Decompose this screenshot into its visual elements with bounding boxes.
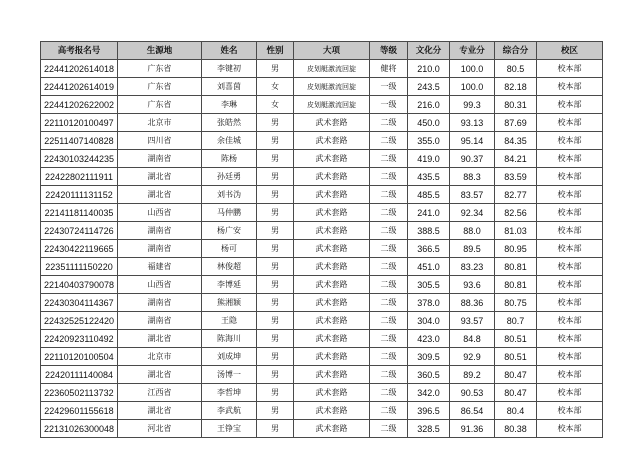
cell-exam-id: 22420111131152 — [41, 186, 118, 204]
cell-origin: 湖南省 — [118, 312, 202, 330]
cell-campus: 校本部 — [537, 114, 603, 132]
cell-event: 武术套路 — [294, 222, 370, 240]
cell-total-score: 80.7 — [495, 312, 537, 330]
cell-total-score: 80.47 — [495, 384, 537, 402]
cell-culture-score: 360.5 — [408, 366, 450, 384]
cell-culture-score: 216.0 — [408, 96, 450, 114]
cell-name: 张皓然 — [202, 114, 257, 132]
cell-name: 李琳 — [202, 96, 257, 114]
cell-exam-id: 22429601155618 — [41, 402, 118, 420]
cell-event: 武术套路 — [294, 168, 370, 186]
cell-total-score: 82.56 — [495, 204, 537, 222]
cell-exam-id: 22351111150220 — [41, 258, 118, 276]
cell-gender: 男 — [257, 330, 294, 348]
header-major-score: 专业分 — [450, 42, 495, 60]
cell-total-score: 80.4 — [495, 402, 537, 420]
cell-exam-id: 22420923110492 — [41, 330, 118, 348]
cell-origin: 湖北省 — [118, 186, 202, 204]
cell-campus: 校本部 — [537, 402, 603, 420]
cell-name: 王隐 — [202, 312, 257, 330]
cell-exam-id: 22110120100504 — [41, 348, 118, 366]
cell-origin: 广东省 — [118, 96, 202, 114]
cell-event: 武术套路 — [294, 366, 370, 384]
cell-level: 一级 — [370, 96, 408, 114]
cell-campus: 校本部 — [537, 60, 603, 78]
cell-level: 二级 — [370, 168, 408, 186]
cell-total-score: 80.75 — [495, 294, 537, 312]
cell-culture-score: 241.0 — [408, 204, 450, 222]
cell-event: 武术套路 — [294, 330, 370, 348]
cell-major-score: 83.23 — [450, 258, 495, 276]
cell-total-score: 82.18 — [495, 78, 537, 96]
cell-major-score: 93.6 — [450, 276, 495, 294]
cell-culture-score: 243.5 — [408, 78, 450, 96]
cell-major-score: 92.34 — [450, 204, 495, 222]
cell-campus: 校本部 — [537, 168, 603, 186]
cell-origin: 四川省 — [118, 132, 202, 150]
cell-level: 二级 — [370, 312, 408, 330]
cell-culture-score: 388.5 — [408, 222, 450, 240]
cell-name: 杨可 — [202, 240, 257, 258]
admission-table — [40, 41, 603, 438]
cell-gender: 男 — [257, 312, 294, 330]
cell-gender: 女 — [257, 96, 294, 114]
header-event: 大项 — [294, 42, 370, 60]
cell-event: 武术套路 — [294, 240, 370, 258]
cell-total-score: 80.81 — [495, 276, 537, 294]
cell-campus: 校本部 — [537, 330, 603, 348]
table-row — [41, 384, 603, 402]
cell-event: 武术套路 — [294, 402, 370, 420]
table-row — [41, 114, 603, 132]
cell-exam-id: 22432525122420 — [41, 312, 118, 330]
cell-major-score: 89.5 — [450, 240, 495, 258]
cell-level: 二级 — [370, 240, 408, 258]
cell-origin: 湖北省 — [118, 402, 202, 420]
cell-event: 武术套路 — [294, 132, 370, 150]
cell-exam-id: 22430103244235 — [41, 150, 118, 168]
cell-total-score: 80.51 — [495, 330, 537, 348]
cell-gender: 男 — [257, 240, 294, 258]
cell-name: 李哲坤 — [202, 384, 257, 402]
table-row — [41, 312, 603, 330]
cell-name: 刘书沩 — [202, 186, 257, 204]
cell-total-score: 87.69 — [495, 114, 537, 132]
cell-origin: 广东省 — [118, 60, 202, 78]
cell-total-score: 80.95 — [495, 240, 537, 258]
cell-total-score: 80.51 — [495, 348, 537, 366]
cell-campus: 校本部 — [537, 294, 603, 312]
table-row — [41, 150, 603, 168]
cell-major-score: 99.3 — [450, 96, 495, 114]
cell-major-score: 92.9 — [450, 348, 495, 366]
table-row — [41, 348, 603, 366]
cell-culture-score: 304.0 — [408, 312, 450, 330]
cell-origin: 湖南省 — [118, 240, 202, 258]
cell-culture-score: 342.0 — [408, 384, 450, 402]
cell-origin: 湖南省 — [118, 294, 202, 312]
cell-campus: 校本部 — [537, 420, 603, 438]
cell-exam-id: 22511407140828 — [41, 132, 118, 150]
cell-name: 李武航 — [202, 402, 257, 420]
cell-origin: 广东省 — [118, 78, 202, 96]
cell-culture-score: 451.0 — [408, 258, 450, 276]
cell-event: 武术套路 — [294, 420, 370, 438]
table-row — [41, 78, 603, 96]
cell-level: 二级 — [370, 348, 408, 366]
cell-gender: 男 — [257, 402, 294, 420]
cell-major-score: 83.57 — [450, 186, 495, 204]
cell-culture-score: 355.0 — [408, 132, 450, 150]
cell-gender: 男 — [257, 294, 294, 312]
cell-level: 二级 — [370, 330, 408, 348]
cell-name: 熊湘颖 — [202, 294, 257, 312]
cell-campus: 校本部 — [537, 96, 603, 114]
cell-event: 武术套路 — [294, 348, 370, 366]
cell-level: 健将 — [370, 60, 408, 78]
header-gender: 性别 — [257, 42, 294, 60]
cell-exam-id: 22131026300048 — [41, 420, 118, 438]
cell-campus: 校本部 — [537, 312, 603, 330]
cell-exam-id: 22422802111911 — [41, 168, 118, 186]
cell-campus: 校本部 — [537, 348, 603, 366]
table-row — [41, 60, 603, 78]
cell-major-score: 88.0 — [450, 222, 495, 240]
cell-total-score: 84.35 — [495, 132, 537, 150]
cell-culture-score: 450.0 — [408, 114, 450, 132]
cell-major-score: 95.14 — [450, 132, 495, 150]
cell-name: 李博延 — [202, 276, 257, 294]
cell-exam-id: 22441202614018 — [41, 60, 118, 78]
cell-name: 陈杨 — [202, 150, 257, 168]
cell-name: 杨广安 — [202, 222, 257, 240]
header-origin: 生源地 — [118, 42, 202, 60]
table-row — [41, 132, 603, 150]
cell-level: 二级 — [370, 114, 408, 132]
cell-name: 孙廷勇 — [202, 168, 257, 186]
cell-culture-score: 366.5 — [408, 240, 450, 258]
table-row — [41, 330, 603, 348]
table-row — [41, 420, 603, 438]
cell-campus: 校本部 — [537, 366, 603, 384]
cell-level: 二级 — [370, 294, 408, 312]
cell-level: 二级 — [370, 276, 408, 294]
cell-major-score: 100.0 — [450, 78, 495, 96]
cell-gender: 男 — [257, 366, 294, 384]
table-row — [41, 402, 603, 420]
table-row — [41, 186, 603, 204]
admission-score-sheet — [40, 41, 602, 438]
cell-gender: 男 — [257, 204, 294, 222]
header-culture-score: 文化分 — [408, 42, 450, 60]
cell-major-score: 89.2 — [450, 366, 495, 384]
cell-origin: 山西省 — [118, 204, 202, 222]
cell-major-score: 100.0 — [450, 60, 495, 78]
cell-event: 武术套路 — [294, 204, 370, 222]
cell-campus: 校本部 — [537, 222, 603, 240]
cell-origin: 湖北省 — [118, 366, 202, 384]
cell-origin: 江西省 — [118, 384, 202, 402]
cell-origin: 北京市 — [118, 348, 202, 366]
cell-exam-id: 22420111140084 — [41, 366, 118, 384]
cell-event: 皮划艇激流回旋 — [294, 78, 370, 96]
cell-culture-score: 328.5 — [408, 420, 450, 438]
cell-level: 二级 — [370, 132, 408, 150]
cell-level: 一级 — [370, 78, 408, 96]
cell-event: 武术套路 — [294, 384, 370, 402]
cell-level: 二级 — [370, 186, 408, 204]
cell-gender: 男 — [257, 384, 294, 402]
cell-major-score: 86.54 — [450, 402, 495, 420]
cell-origin: 河北省 — [118, 420, 202, 438]
cell-origin: 湖南省 — [118, 150, 202, 168]
table-row — [41, 240, 603, 258]
table-row — [41, 366, 603, 384]
cell-culture-score: 419.0 — [408, 150, 450, 168]
cell-total-score: 80.31 — [495, 96, 537, 114]
header-row — [41, 42, 603, 60]
cell-name: 陈海川 — [202, 330, 257, 348]
cell-gender: 女 — [257, 78, 294, 96]
cell-major-score: 90.37 — [450, 150, 495, 168]
cell-gender: 男 — [257, 168, 294, 186]
cell-name: 马仲鹏 — [202, 204, 257, 222]
cell-gender: 男 — [257, 114, 294, 132]
cell-exam-id: 22141181140035 — [41, 204, 118, 222]
cell-event: 武术套路 — [294, 150, 370, 168]
cell-exam-id: 22430422119665 — [41, 240, 118, 258]
header-name: 姓名 — [202, 42, 257, 60]
cell-level: 二级 — [370, 366, 408, 384]
cell-gender: 男 — [257, 276, 294, 294]
cell-campus: 校本部 — [537, 258, 603, 276]
cell-major-score: 84.8 — [450, 330, 495, 348]
cell-total-score: 84.21 — [495, 150, 537, 168]
table-row — [41, 276, 603, 294]
cell-major-score: 91.36 — [450, 420, 495, 438]
cell-event: 皮划艇激流回旋 — [294, 96, 370, 114]
cell-culture-score: 309.5 — [408, 348, 450, 366]
cell-level: 二级 — [370, 384, 408, 402]
cell-campus: 校本部 — [537, 150, 603, 168]
cell-total-score: 80.5 — [495, 60, 537, 78]
cell-gender: 男 — [257, 348, 294, 366]
cell-gender: 男 — [257, 132, 294, 150]
cell-culture-score: 378.0 — [408, 294, 450, 312]
cell-campus: 校本部 — [537, 240, 603, 258]
cell-event: 武术套路 — [294, 294, 370, 312]
cell-culture-score: 396.5 — [408, 402, 450, 420]
header-campus: 校区 — [537, 42, 603, 60]
cell-name: 李键初 — [202, 60, 257, 78]
cell-culture-score: 210.0 — [408, 60, 450, 78]
cell-level: 二级 — [370, 420, 408, 438]
cell-major-score: 93.57 — [450, 312, 495, 330]
cell-total-score: 81.03 — [495, 222, 537, 240]
cell-exam-id: 22430304114367 — [41, 294, 118, 312]
cell-exam-id: 22140403790078 — [41, 276, 118, 294]
cell-total-score: 80.38 — [495, 420, 537, 438]
cell-level: 二级 — [370, 258, 408, 276]
cell-event: 武术套路 — [294, 258, 370, 276]
cell-major-score: 90.53 — [450, 384, 495, 402]
cell-level: 二级 — [370, 204, 408, 222]
cell-total-score: 80.47 — [495, 366, 537, 384]
cell-gender: 男 — [257, 60, 294, 78]
table-row — [41, 258, 603, 276]
cell-campus: 校本部 — [537, 78, 603, 96]
cell-name: 汤博一 — [202, 366, 257, 384]
cell-campus: 校本部 — [537, 186, 603, 204]
cell-culture-score: 485.5 — [408, 186, 450, 204]
cell-culture-score: 423.0 — [408, 330, 450, 348]
cell-exam-id: 22360502113732 — [41, 384, 118, 402]
cell-major-score: 88.3 — [450, 168, 495, 186]
cell-origin: 北京市 — [118, 114, 202, 132]
cell-major-score: 93.13 — [450, 114, 495, 132]
table-row — [41, 294, 603, 312]
cell-name: 林俊超 — [202, 258, 257, 276]
cell-level: 二级 — [370, 222, 408, 240]
cell-origin: 湖北省 — [118, 330, 202, 348]
cell-name: 余佳城 — [202, 132, 257, 150]
cell-origin: 湖北省 — [118, 168, 202, 186]
cell-gender: 男 — [257, 258, 294, 276]
cell-major-score: 88.36 — [450, 294, 495, 312]
cell-event: 武术套路 — [294, 114, 370, 132]
table-row — [41, 204, 603, 222]
cell-gender: 男 — [257, 150, 294, 168]
table-row — [41, 168, 603, 186]
cell-event: 皮划艇激流回旋 — [294, 60, 370, 78]
cell-exam-id: 22441202614019 — [41, 78, 118, 96]
cell-campus: 校本部 — [537, 276, 603, 294]
cell-total-score: 83.59 — [495, 168, 537, 186]
cell-gender: 男 — [257, 420, 294, 438]
cell-level: 二级 — [370, 402, 408, 420]
cell-gender: 男 — [257, 186, 294, 204]
cell-exam-id: 22441202622002 — [41, 96, 118, 114]
header-exam-id: 高考报名号 — [41, 42, 118, 60]
cell-exam-id: 22430724114726 — [41, 222, 118, 240]
cell-origin: 福建省 — [118, 258, 202, 276]
cell-exam-id: 22110120100497 — [41, 114, 118, 132]
cell-name: 王铮宝 — [202, 420, 257, 438]
cell-total-score: 80.81 — [495, 258, 537, 276]
table-body — [41, 60, 603, 438]
cell-name: 刘成坤 — [202, 348, 257, 366]
cell-culture-score: 435.5 — [408, 168, 450, 186]
cell-campus: 校本部 — [537, 132, 603, 150]
table-row — [41, 96, 603, 114]
cell-origin: 山西省 — [118, 276, 202, 294]
cell-origin: 湖南省 — [118, 222, 202, 240]
cell-campus: 校本部 — [537, 204, 603, 222]
cell-event: 武术套路 — [294, 276, 370, 294]
header-total-score: 综合分 — [495, 42, 537, 60]
cell-name: 刘喜茵 — [202, 78, 257, 96]
header-level: 等级 — [370, 42, 408, 60]
cell-event: 武术套路 — [294, 186, 370, 204]
cell-level: 二级 — [370, 150, 408, 168]
cell-event: 武术套路 — [294, 312, 370, 330]
cell-total-score: 82.77 — [495, 186, 537, 204]
cell-culture-score: 305.5 — [408, 276, 450, 294]
cell-gender: 男 — [257, 222, 294, 240]
cell-campus: 校本部 — [537, 384, 603, 402]
table-row — [41, 222, 603, 240]
